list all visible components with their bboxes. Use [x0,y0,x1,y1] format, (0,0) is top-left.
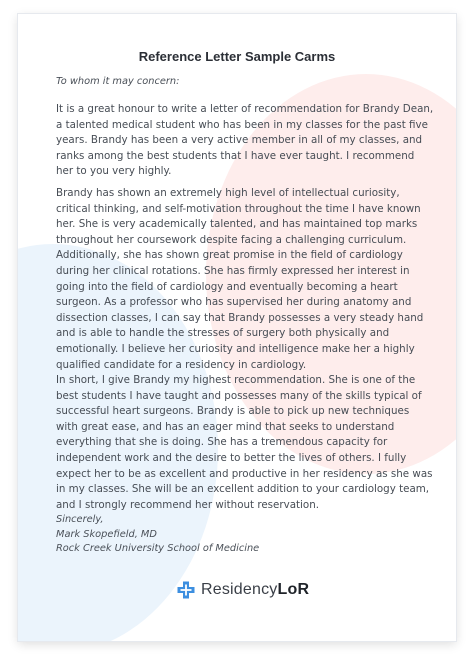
medical-cross-icon [176,580,196,600]
letter-salutation: To whom it may concern: [56,76,180,87]
letter-paragraph-3: In short, I give Brandy my highest recommendation. She is one of the best students I have taught and possesses many of the skills typical of successful heart surgeons. Brandy is able to pick up new techniques with great ease, and has an eager mind that seeks to understand everything that she is doing. She has a tremendous capacity for independent work and the desire to better the lives of others. I fully expect her to be as excellent and productive in her residency as she was in my classes. She will be an excellent addition to your cardiology team, and I strongly recommend her without reservation. [56,374,433,511]
brand-name-regular: Residency [201,581,278,598]
letter-page [18,14,456,641]
letter-paragraph-1: It is a great honour to write a letter of recommendation for Brandy Dean, a talented medical student who has been in my classes for the past five years. Brandy has been a very active member in all of my classes, and ranks among the best students that I have ever taught. I recommend her to you very highly. [56,103,434,178]
letter-paragraph-2: Brandy has shown an extremely high level of intellectual curiosity, critical thinking, and self-motivation throughout the time I have known her. She is very academically talented, and has maintained top marks throughout her coursework despite facing a challenging curriculum. Additionally, she has shown great promise in the field of cardiology during her clinical rotations. She has firmly expressed her interest in going into the field of cardiology and eventually becoming a heart surgeon. As a professor who has supervised her during anatomy and dissection classes, I can say that Brandy possesses a very steady hand and is able to handle the stresses of surgery both physically and emotionally. I believe her curiosity and intelligence make her a highly qualified candidate for a residency in cardiology. [56,187,424,371]
brand-name-bold: LoR [277,581,310,598]
brand-wordmark [201,581,309,599]
brand-logo [176,580,309,600]
signature-block [56,513,259,557]
signer-name: Mark Skopefield, MD [56,528,157,540]
letter-title: Reference Letter Sample Carms [138,49,336,64]
signer-affiliation: Rock Creek University School of Medicine [56,543,260,554]
closing: Sincerely, [56,514,104,525]
